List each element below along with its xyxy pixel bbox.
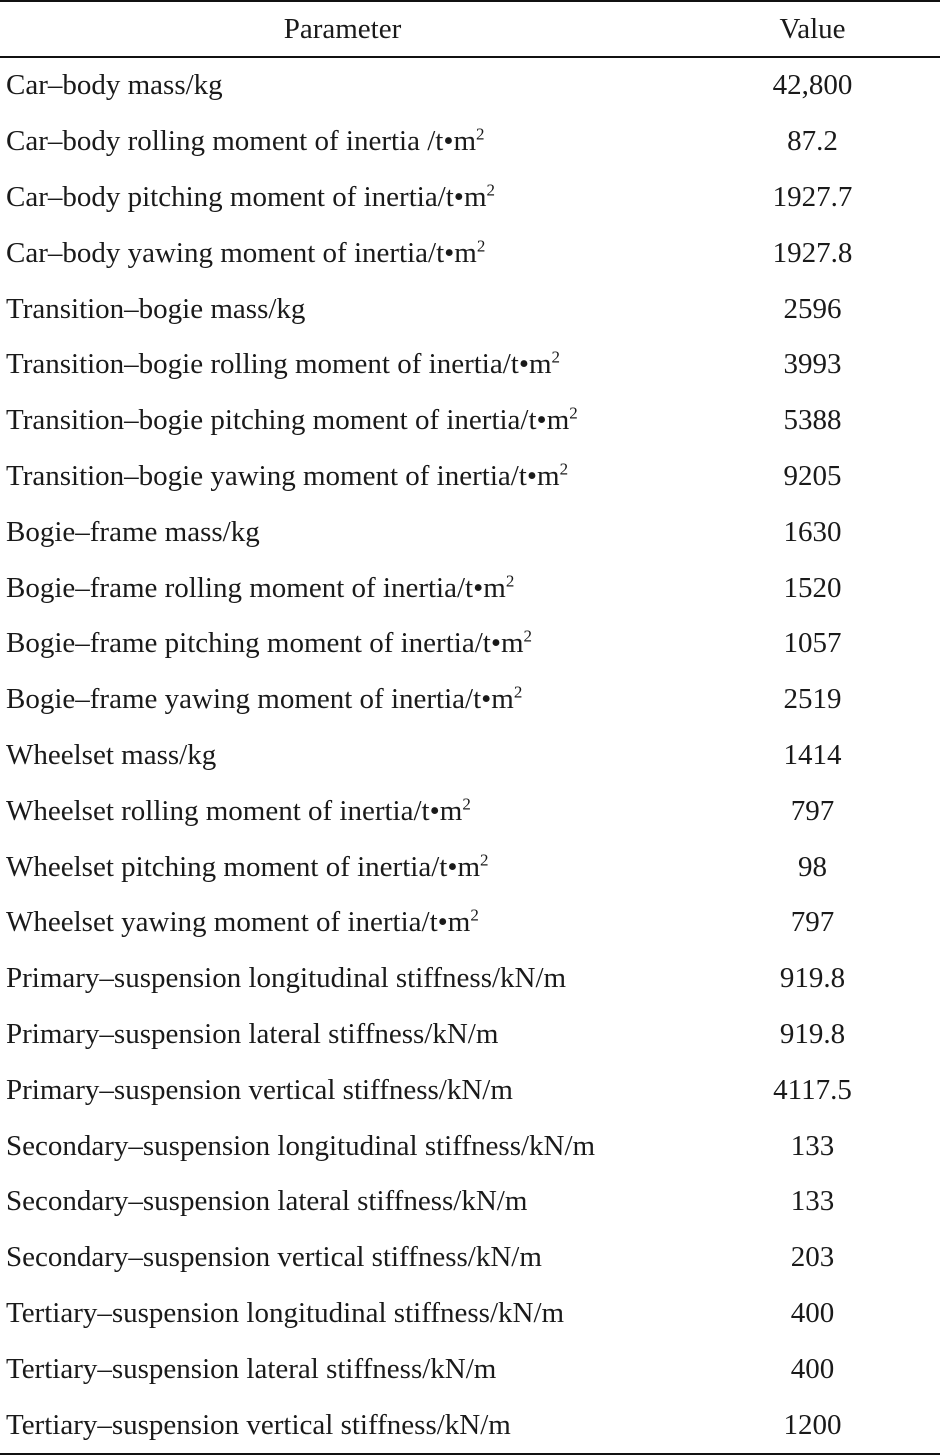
value-cell: 1520 — [783, 571, 842, 604]
parameter-cell — [0, 170, 685, 226]
parameter-cell — [0, 114, 685, 170]
parameter-cell — [0, 839, 685, 895]
unit-exponent: 2 — [569, 403, 578, 423]
table-header — [0, 1, 940, 57]
value-cell: 1630 — [783, 515, 842, 548]
parameter-cell — [0, 281, 685, 337]
table-row — [0, 1341, 940, 1397]
parameter-label: Primary–suspension vertical stiffness/kN/m — [6, 1073, 513, 1106]
parameter-cell — [0, 1286, 685, 1342]
table-row — [0, 504, 940, 560]
table-row — [0, 393, 940, 449]
parameter-label: Car–body rolling moment of inertia /t•m — [6, 125, 477, 158]
value-cell: 2596 — [783, 292, 842, 325]
parameter-label: Transition–bogie pitching moment of inertia/t•m — [6, 404, 570, 437]
parameter-label: Primary–suspension longitudinal stiffness/kN/m — [6, 962, 567, 995]
header-row — [0, 1, 940, 57]
parameter-label: Tertiary–suspension vertical stiffness/kN/m — [6, 1408, 511, 1441]
parameter-label: Secondary–suspension vertical stiffness/kN/m — [6, 1241, 542, 1274]
table-row — [0, 281, 940, 337]
parameter-cell — [0, 1230, 685, 1286]
parameter-label: Primary–suspension lateral stiffness/kN/m — [6, 1017, 499, 1050]
parameter-label: Wheelset rolling moment of inertia/t•m — [6, 794, 463, 827]
table-row — [0, 1174, 940, 1230]
value-cell: 1927.8 — [772, 236, 853, 269]
value-cell: 400 — [790, 1352, 835, 1385]
table-row — [0, 1286, 940, 1342]
table-row — [0, 560, 940, 616]
value-cell: 1927.7 — [772, 180, 853, 213]
table-row — [0, 337, 940, 393]
value-cell: 4117.5 — [773, 1073, 852, 1106]
value-cell: 133 — [790, 1129, 835, 1162]
unit-exponent: 2 — [559, 459, 569, 479]
table-row — [0, 170, 940, 226]
value-cell: 400 — [790, 1296, 835, 1329]
unit-exponent: 2 — [476, 236, 486, 256]
parameter-label: Tertiary–suspension longitudinal stiffness/kN/m — [6, 1296, 565, 1329]
table-row — [0, 449, 940, 505]
parameter-label: Transition–bogie yawing moment of inertia/t•m — [6, 459, 560, 492]
parameter-label: Car–body mass/kg — [6, 69, 223, 102]
table-row — [0, 1118, 940, 1174]
parameter-cell — [0, 449, 685, 505]
parameter-cell — [0, 672, 685, 728]
table-row — [0, 728, 940, 784]
parameter-cell — [0, 728, 685, 784]
parameter-label: Car–body yawing moment of inertia/t•m — [6, 236, 477, 269]
table-row — [0, 225, 940, 281]
table-row — [0, 783, 940, 839]
table-row — [0, 1007, 940, 1063]
parameter-cell — [0, 895, 685, 951]
unit-exponent: 2 — [470, 905, 479, 925]
table-row — [0, 895, 940, 951]
table-row — [0, 951, 940, 1007]
value-cell: 9205 — [783, 459, 842, 492]
value-column-header: Value — [685, 1, 940, 57]
parameter-cell — [0, 1118, 685, 1174]
parameter-label: Bogie–frame mass/kg — [6, 515, 260, 548]
parameter-cell — [0, 951, 685, 1007]
parameter-cell — [0, 1341, 685, 1397]
unit-exponent: 2 — [523, 626, 533, 646]
unit-exponent: 2 — [513, 682, 523, 702]
parameter-label: Transition–bogie rolling moment of inertia/t•m — [6, 348, 552, 381]
parameter-cell — [0, 57, 685, 114]
unit-exponent: 2 — [462, 794, 471, 814]
value-cell: 133 — [790, 1185, 835, 1218]
value-cell: 1057 — [783, 627, 842, 660]
table-body — [0, 57, 940, 1454]
parameter-cell — [0, 337, 685, 393]
value-cell: 919.8 — [779, 1017, 846, 1050]
table-row — [0, 672, 940, 728]
value-cell: 919.8 — [779, 962, 846, 995]
parameter-cell — [0, 1062, 685, 1118]
table-row — [0, 114, 940, 170]
value-cell: 203 — [790, 1241, 835, 1274]
parameter-label: Tertiary–suspension lateral stiffness/kN/m — [6, 1352, 497, 1385]
value-cell: 3993 — [783, 348, 842, 381]
unit-exponent: 2 — [505, 570, 515, 590]
parameter-cell — [0, 560, 685, 616]
parameter-cell — [0, 504, 685, 560]
table-row — [0, 1397, 940, 1454]
parameter-cell — [0, 1174, 685, 1230]
table-row — [0, 1062, 940, 1118]
parameter-label: Wheelset pitching moment of inertia/t•m — [6, 850, 481, 883]
parameter-label: Bogie–frame pitching moment of inertia/t•m — [6, 627, 524, 660]
parameter-cell — [0, 1007, 685, 1063]
value-cell: 797 — [790, 906, 835, 939]
parameter-cell — [0, 393, 685, 449]
parameter-label: Bogie–frame rolling moment of inertia/t•m — [6, 571, 506, 604]
parameter-cell — [0, 225, 685, 281]
parameter-label: Car–body pitching moment of inertia/t•m — [6, 180, 487, 213]
unit-exponent: 2 — [486, 180, 496, 200]
value-cell: 797 — [790, 794, 835, 827]
unit-exponent: 2 — [476, 124, 485, 144]
parameter-label: Secondary–suspension longitudinal stiffness/kN/m — [6, 1129, 596, 1162]
parameter-label: Wheelset yawing moment of inertia/t•m — [6, 906, 471, 939]
table-row — [0, 839, 940, 895]
value-cell: 5388 — [783, 404, 842, 437]
value-cell: 1414 — [783, 738, 842, 771]
unit-exponent: 2 — [480, 849, 489, 869]
value-cell: 98 — [798, 850, 827, 883]
parameter-label: Wheelset mass/kg — [6, 738, 217, 771]
parameter-cell — [0, 783, 685, 839]
parameter-label: Bogie–frame yawing moment of inertia/t•m — [6, 683, 514, 716]
unit-exponent: 2 — [551, 347, 561, 367]
value-cell: 2519 — [783, 683, 842, 716]
parameter-cell — [0, 616, 685, 672]
table-row — [0, 616, 940, 672]
table-row — [0, 1230, 940, 1286]
parameter-cell — [0, 1397, 685, 1454]
value-cell: 87.2 — [787, 125, 838, 158]
value-cell: 42,800 — [772, 69, 853, 102]
table-row — [0, 57, 940, 114]
parameter-column-header: Parameter — [0, 1, 685, 57]
value-cell: 1200 — [783, 1408, 842, 1441]
parameter-label: Secondary–suspension lateral stiffness/kN/m — [6, 1185, 528, 1218]
parameter-label: Transition–bogie mass/kg — [6, 292, 306, 325]
